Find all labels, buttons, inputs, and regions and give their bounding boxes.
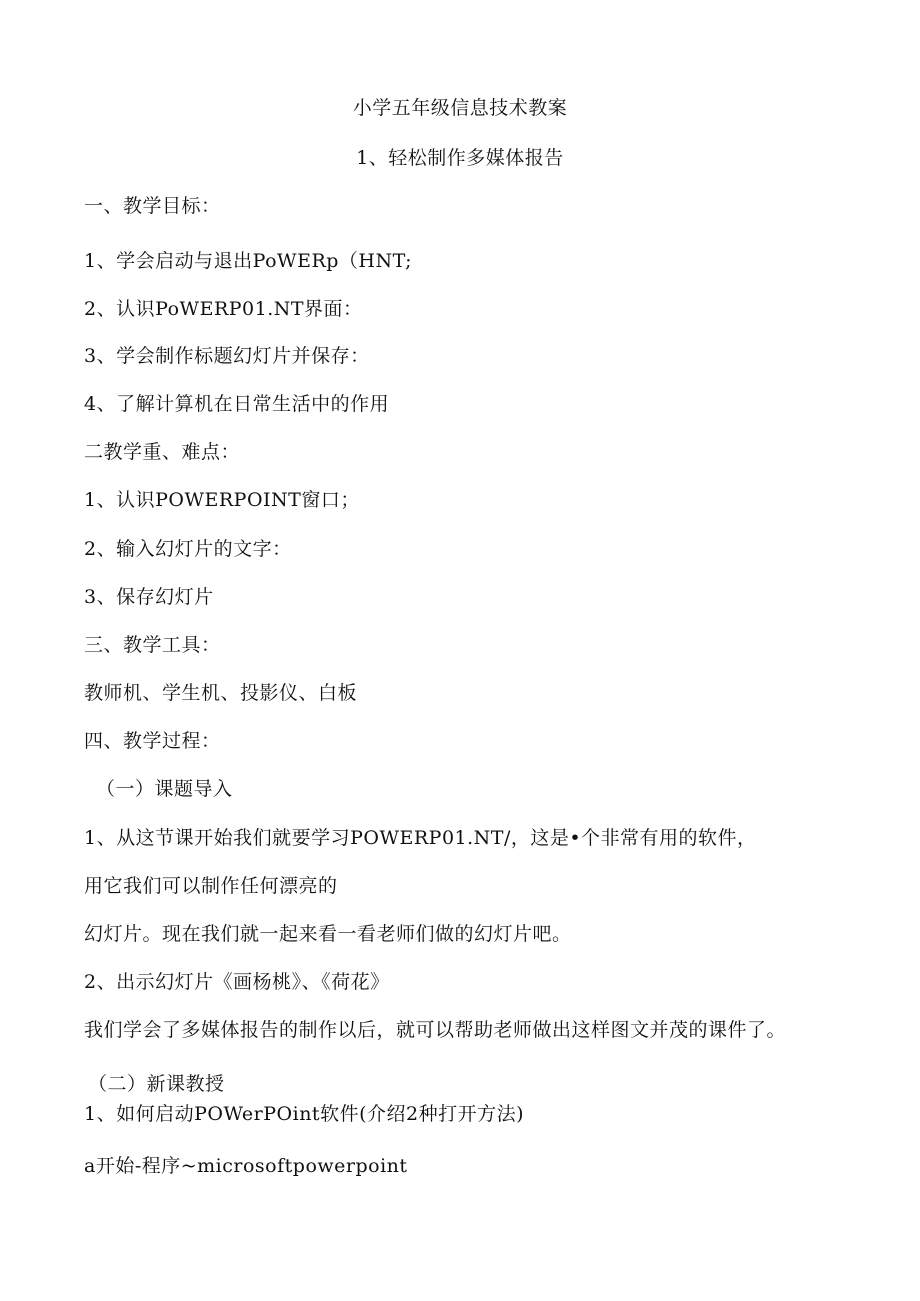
subsection-heading-new-lesson: （二）新课教授 <box>88 1073 225 1095</box>
section-heading-objectives: 一、教学目标： <box>84 195 221 217</box>
section-heading-tools: 三、教学工具： <box>84 634 221 656</box>
key-point-item: 1、认识POWERPOINT窗口； <box>84 489 360 511</box>
section-heading-process: 四、教学过程： <box>84 730 221 752</box>
objective-item: 3、学会制作标题幻灯片并保存： <box>84 345 370 367</box>
objective-item: 1、学会启动与退出PoWERp（HNT; <box>84 250 413 272</box>
section-heading-key-points: 二教学重、难点： <box>84 441 241 463</box>
paragraph-line: 我们学会了多媒体报告的制作以后，就可以帮助老师做出这样图文并茂的课件了。 <box>84 1019 787 1041</box>
paragraph-line: 2、出示幻灯片《画杨桃》、《荷花》 <box>84 971 390 993</box>
key-point-item: 2、输入幻灯片的文字： <box>84 538 292 560</box>
objective-item: 2、认识PoWERP01.NT界面： <box>84 298 363 320</box>
paragraph-line: a开始-程序~microsoftpowerpoint <box>84 1155 408 1177</box>
paragraph-line: 幻灯片。现在我们就一起来看一看老师们做的幻灯片吧。 <box>84 923 572 945</box>
objective-item: 4、了解计算机在日常生活中的作用 <box>84 393 390 415</box>
tools-list: 教师机、学生机、投影仪、白板 <box>84 682 358 704</box>
document-title: 小学五年级信息技术教案 <box>352 97 568 119</box>
key-point-item: 3、保存幻灯片 <box>84 586 214 608</box>
subsection-heading-intro: （一）课题导入 <box>96 778 233 800</box>
document-subtitle: 1、轻松制作多媒体报告 <box>356 147 564 169</box>
paragraph-line: 1、如何启动POWerPOint软件(介绍2种打开方法) <box>84 1103 524 1125</box>
paragraph-line: 1、从这节课开始我们就要学习POWERP01.NT/，这是•个非常有用的软件， <box>84 827 757 849</box>
paragraph-line: 用它我们可以制作任何漂亮的 <box>84 875 338 897</box>
